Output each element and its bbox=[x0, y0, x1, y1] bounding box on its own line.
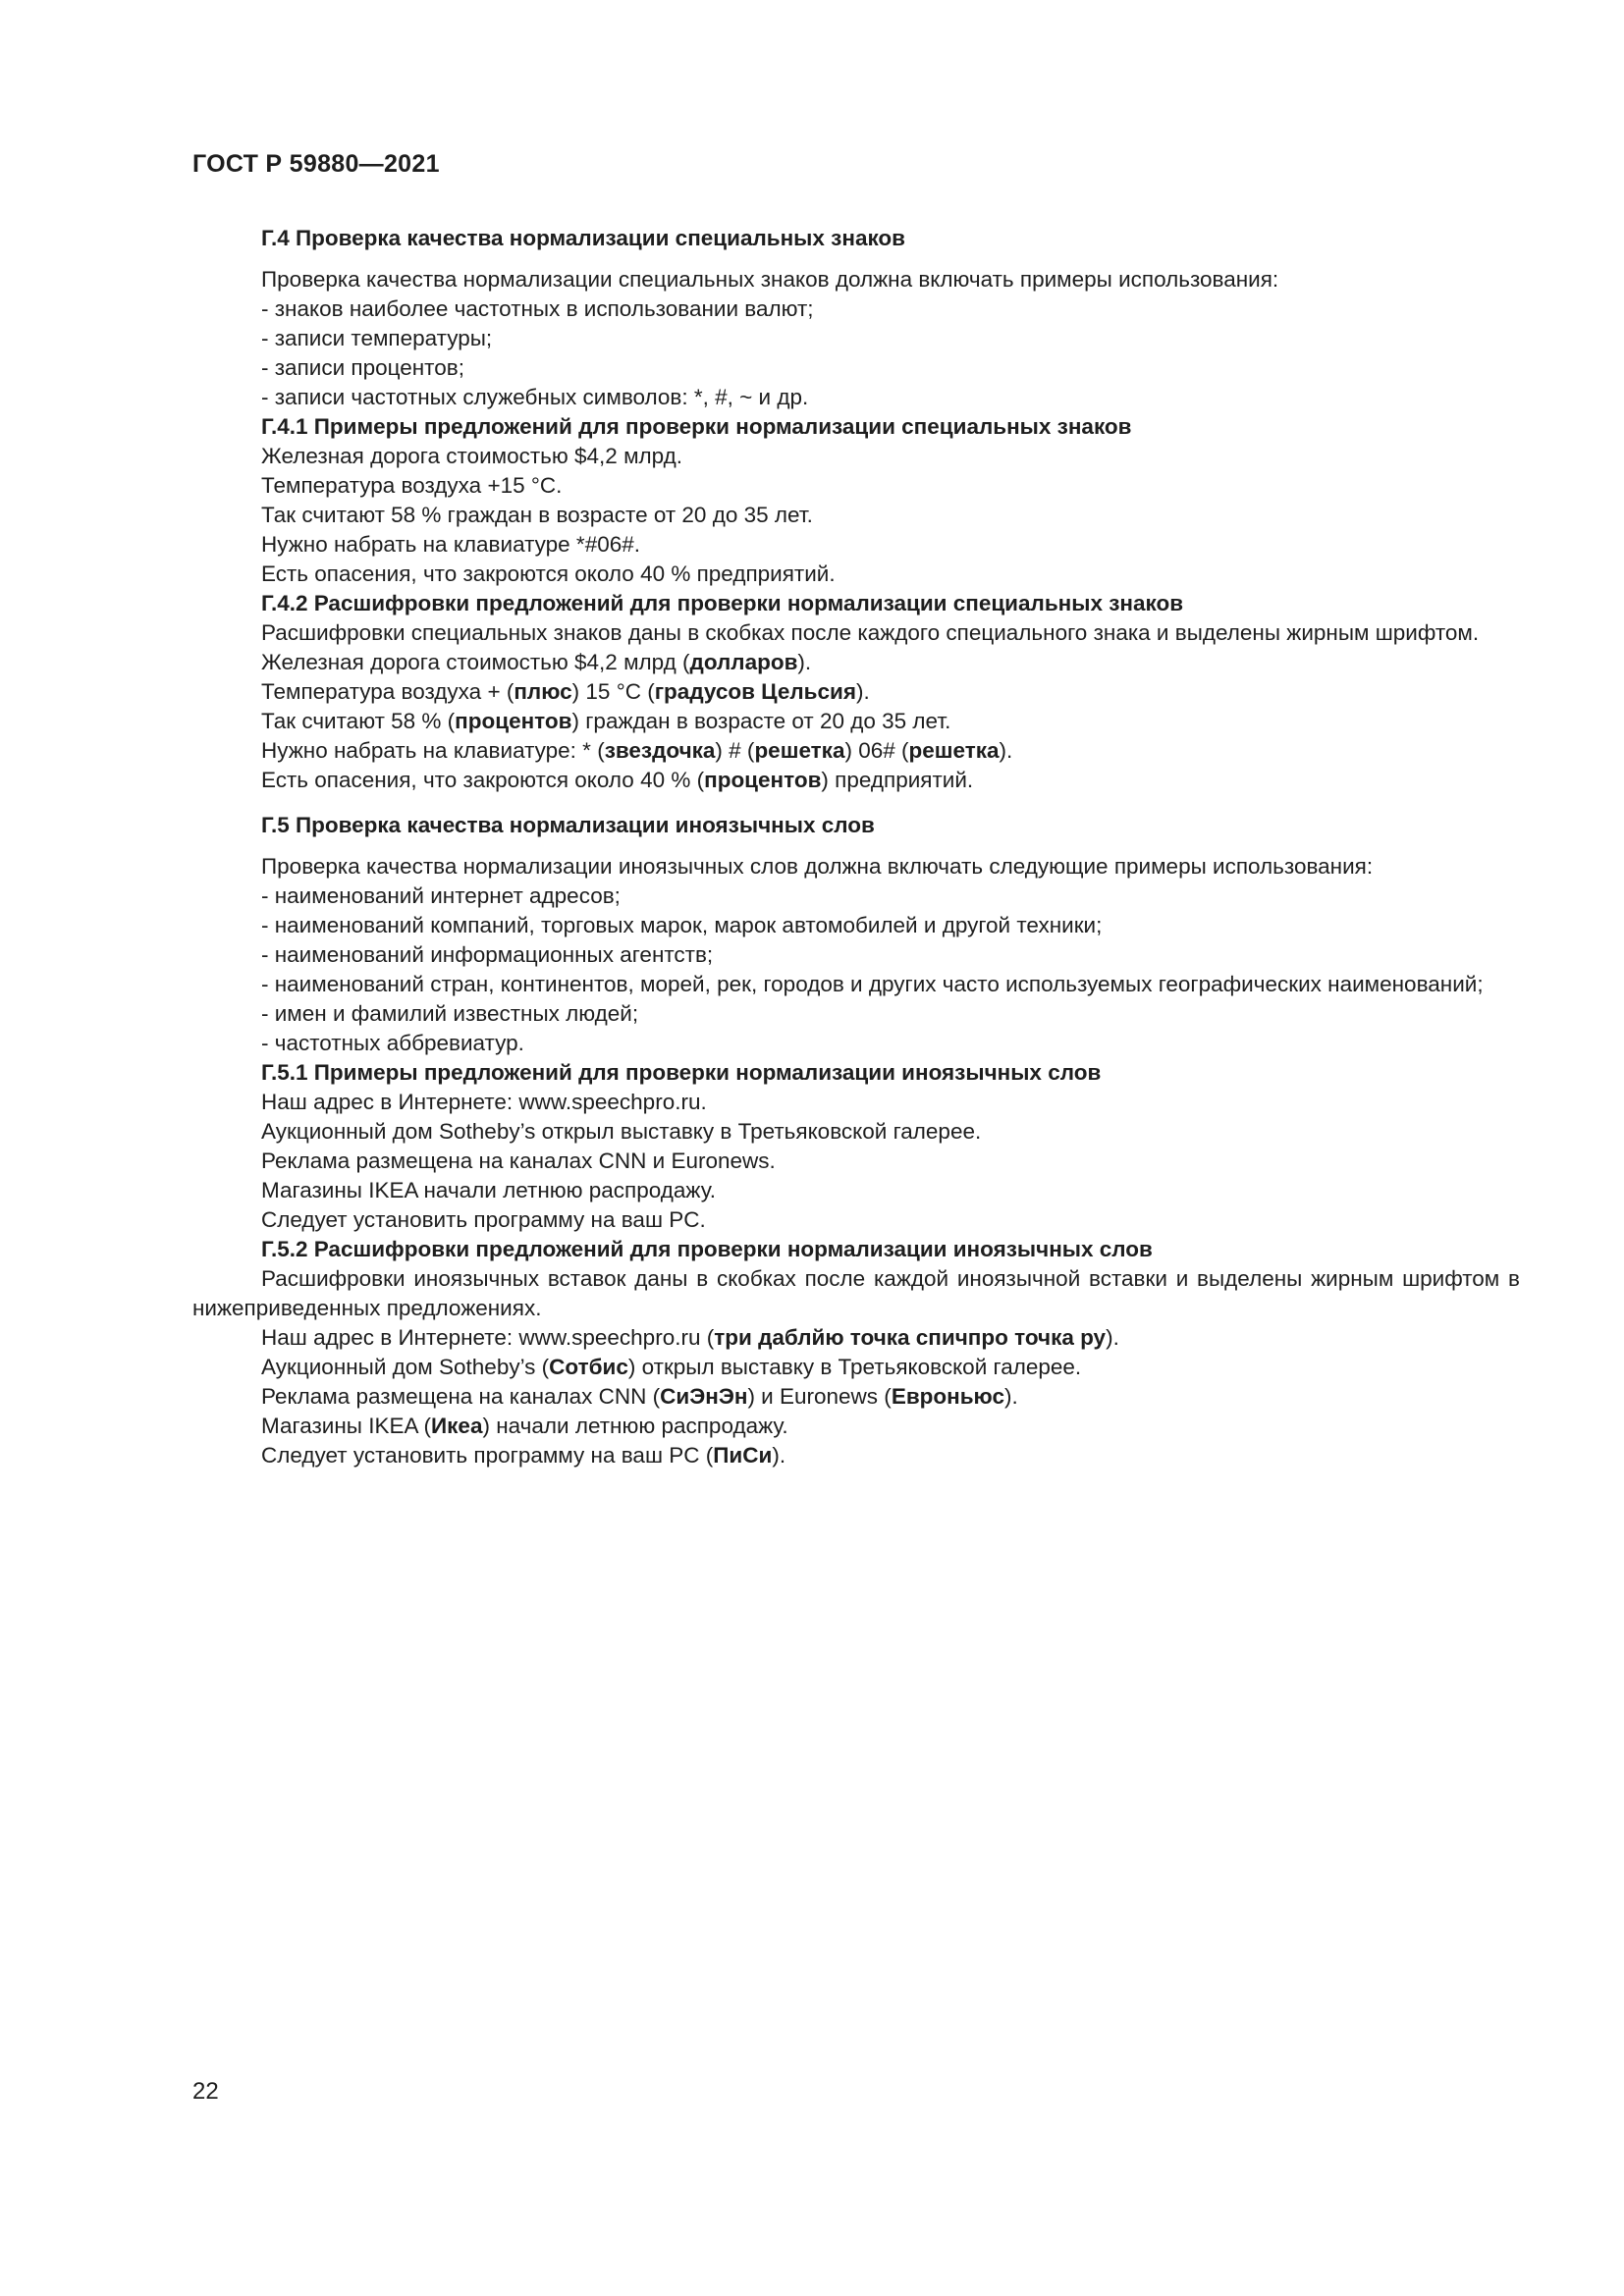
list-item: - наименований стран, континентов, морей, рек, городов и других часто используемых географических наименований; bbox=[261, 972, 1484, 996]
section-g5-intro: Проверка качества нормализации иноязычных слов должна включать следующие примеры использования: bbox=[261, 854, 1374, 879]
list-item: - наименований интернет адресов; bbox=[261, 883, 621, 908]
text-run: ) начали летнюю распродажу. bbox=[482, 1414, 788, 1438]
document-code-header: ГОСТ Р 59880—2021 bbox=[192, 150, 440, 178]
decoding-bold: три даблйю точка спичпро точка ру bbox=[714, 1325, 1107, 1350]
decoding-bold: решетка bbox=[908, 738, 1000, 763]
decoding-bold: плюс bbox=[514, 679, 572, 704]
example-sentence: Наш адрес в Интернете: www.speechpro.ru. bbox=[261, 1090, 707, 1114]
decoded-sentence bbox=[261, 1441, 1520, 1470]
decoding-bold: звездочка bbox=[604, 738, 716, 763]
list-item: - наименований информационных агентств; bbox=[261, 942, 714, 967]
text-run: ) # ( bbox=[715, 738, 755, 763]
example-sentence: Аукционный дом Sotheby’s открыл выставку в Третьяковской галерее. bbox=[261, 1119, 982, 1144]
section-g42-intro: Расшифровки специальных знаков даны в скобках после каждого специального знака и выделены жирным шрифтом. bbox=[261, 620, 1480, 645]
list-item: - имен и фамилий известных людей; bbox=[261, 1001, 639, 1026]
example-sentence: Нужно набрать на клавиатуре *#06#. bbox=[261, 532, 640, 557]
decoded-sentence bbox=[261, 1382, 1520, 1412]
decoded-sentence bbox=[261, 648, 1520, 677]
text-run: Есть опасения, что закроются около 40 % ( bbox=[261, 768, 705, 792]
decoded-sentence bbox=[261, 766, 1520, 795]
decoded-sentence bbox=[261, 736, 1520, 766]
text-run: Следует установить программу на ваш PC ( bbox=[261, 1443, 714, 1468]
text-run: ) граждан в возрасте от 20 до 35 лет. bbox=[571, 709, 951, 733]
text-run: ). bbox=[856, 679, 870, 704]
text-run: Аукционный дом Sotheby’s ( bbox=[261, 1355, 550, 1379]
text-run: Железная дорога стоимостью $4,2 млрд ( bbox=[261, 650, 690, 674]
section-g4-title: Г.4 Проверка качества нормализации специальных знаков bbox=[261, 226, 905, 250]
decoded-sentence bbox=[261, 1323, 1520, 1353]
text-run: ) предприятий. bbox=[821, 768, 974, 792]
text-run: ). bbox=[797, 650, 812, 674]
decoding-bold: градусов Цельсия bbox=[654, 679, 856, 704]
text-run: Так считают 58 % ( bbox=[261, 709, 456, 733]
text-run: Реклама размещена на каналах CNN ( bbox=[261, 1384, 661, 1409]
decoding-bold: процентов bbox=[704, 768, 822, 792]
list-item: - знаков наиболее частотных в использовании валют; bbox=[261, 296, 814, 321]
decoding-bold: Евроньюс bbox=[891, 1384, 1004, 1409]
page-number: 22 bbox=[192, 2078, 219, 2105]
text-run: ). bbox=[1004, 1384, 1018, 1409]
list-item: - записи частотных служебных символов: *, #, ~ и др. bbox=[261, 385, 809, 409]
text-run: ). bbox=[999, 738, 1013, 763]
page-content bbox=[192, 224, 1520, 1470]
example-sentence: Температура воздуха +15 °С. bbox=[261, 473, 563, 498]
decoding-bold: СиЭнЭн bbox=[660, 1384, 748, 1409]
example-sentence: Железная дорога стоимостью $4,2 млрд. bbox=[261, 444, 683, 468]
decoding-bold: решетка bbox=[754, 738, 845, 763]
decoding-bold: Икеа bbox=[431, 1414, 483, 1438]
list-item: - записи температуры; bbox=[261, 326, 493, 350]
section-g4-intro: Проверка качества нормализации специальных знаков должна включать примеры использования: bbox=[261, 267, 1279, 292]
example-sentence: Есть опасения, что закроются около 40 % предприятий. bbox=[261, 561, 836, 586]
decoded-sentence bbox=[261, 677, 1520, 707]
example-sentence: Следует установить программу на ваш PC. bbox=[261, 1207, 706, 1232]
text-run: Температура воздуха + ( bbox=[261, 679, 514, 704]
section-g5-title: Г.5 Проверка качества нормализации иноязычных слов bbox=[261, 813, 875, 837]
decoded-sentence bbox=[261, 1412, 1520, 1441]
text-run: Наш адрес в Интернете: www.speechpro.ru ( bbox=[261, 1325, 715, 1350]
text-run: Нужно набрать на клавиатуре: * ( bbox=[261, 738, 605, 763]
decoding-bold: Сотбис bbox=[549, 1355, 628, 1379]
list-item: - наименований компаний, торговых марок, марок автомобилей и другой техники; bbox=[261, 913, 1103, 937]
section-g51-title: Г.5.1 Примеры предложений для проверки нормализации иноязычных слов bbox=[261, 1060, 1102, 1085]
text-run: ) 15 °С ( bbox=[571, 679, 655, 704]
list-item: - записи процентов; bbox=[261, 355, 464, 380]
section-g52-intro: Расшифровки иноязычных вставок даны в скобках после каждой иноязычной вставки и выделены жирным шрифтом в нижеприведенных предложениях. bbox=[192, 1266, 1520, 1320]
text-run: ). bbox=[1106, 1325, 1119, 1350]
section-g41-title: Г.4.1 Примеры предложений для проверки нормализации специальных знаков bbox=[261, 414, 1132, 439]
list-item: - частотных аббревиатур. bbox=[261, 1031, 524, 1055]
text-run: Магазины IKEA ( bbox=[261, 1414, 431, 1438]
decoding-bold: долларов bbox=[689, 650, 798, 674]
example-sentence: Реклама размещена на каналах CNN и Euronews. bbox=[261, 1148, 776, 1173]
decoding-bold: ПиСи bbox=[713, 1443, 773, 1468]
decoded-sentence bbox=[261, 1353, 1520, 1382]
text-run: ) 06# ( bbox=[844, 738, 909, 763]
section-g42-title: Г.4.2 Расшифровки предложений для проверки нормализации специальных знаков bbox=[261, 591, 1184, 615]
text-run: ) и Euronews ( bbox=[747, 1384, 892, 1409]
text-run: ) открыл выставку в Третьяковской галерее. bbox=[627, 1355, 1082, 1379]
section-g52-title: Г.5.2 Расшифровки предложений для проверки нормализации иноязычных слов bbox=[261, 1237, 1153, 1261]
example-sentence: Магазины IKEA начали летнюю распродажу. bbox=[261, 1178, 716, 1202]
text-run: ). bbox=[772, 1443, 786, 1468]
decoded-sentence bbox=[261, 707, 1520, 736]
example-sentence: Так считают 58 % граждан в возрасте от 20 до 35 лет. bbox=[261, 503, 813, 527]
decoding-bold: процентов bbox=[455, 709, 572, 733]
